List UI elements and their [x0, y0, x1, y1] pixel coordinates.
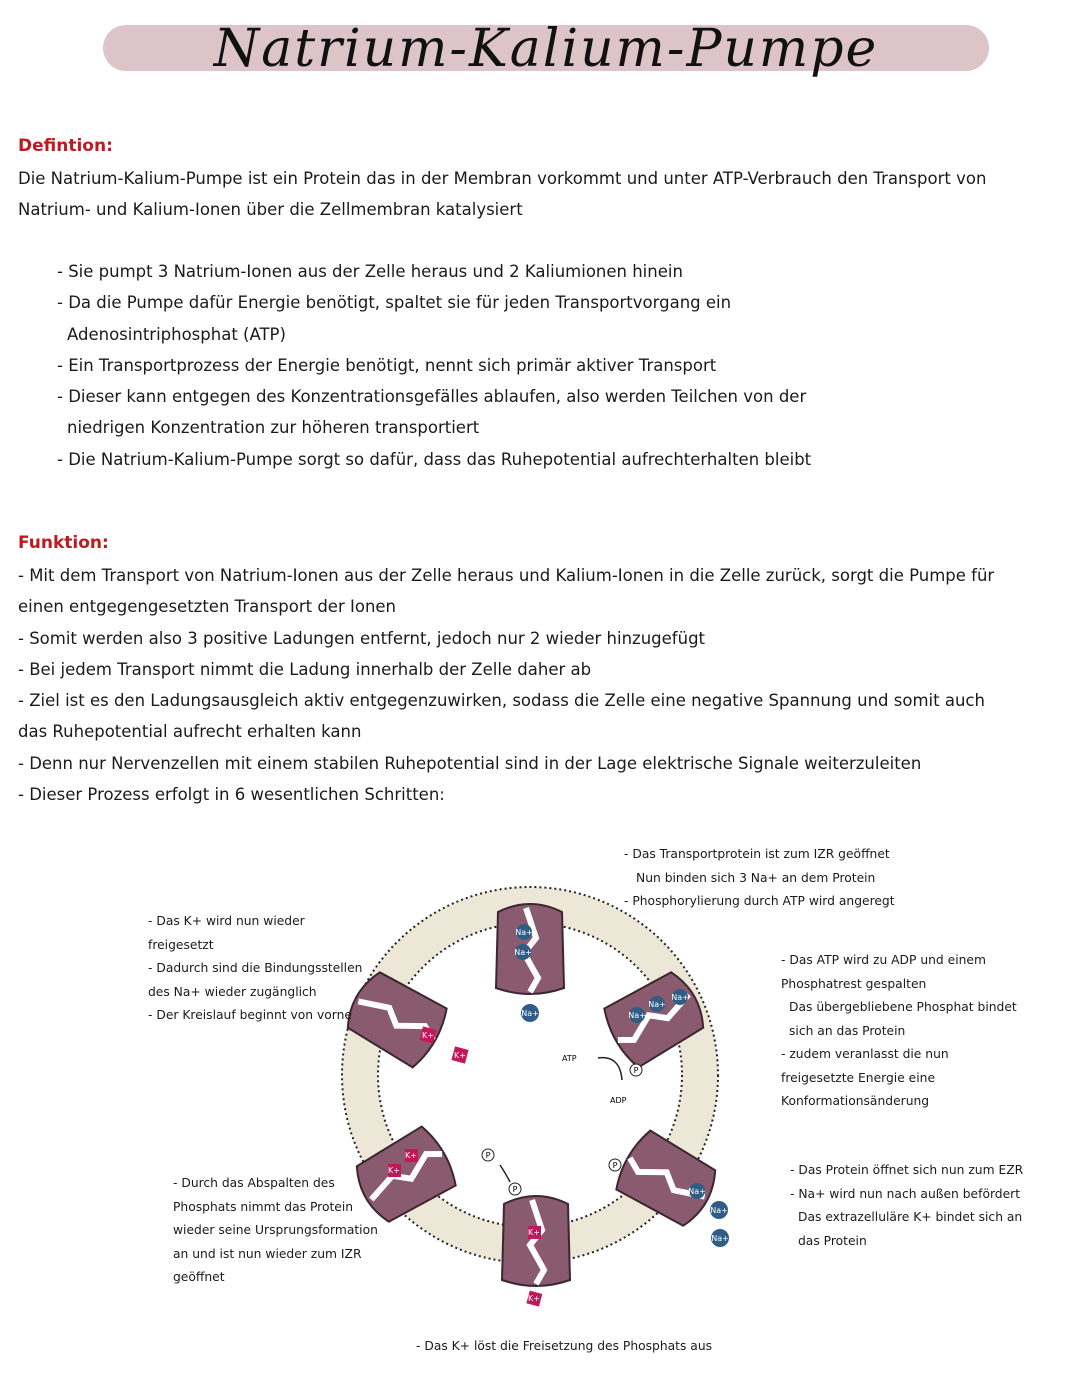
- list-item: - Da die Pumpe dafür Energie benötigt, spaltet sie für jeden Transportvorgang ein Adenosintriphosphat (ATP): [57, 293, 732, 344]
- list-item: - Die Natrium-Kalium-Pumpe sorgt so dafür, dass das Ruhepotential aufrechterhalten bleibt: [57, 449, 812, 469]
- sodium-ion: [710, 1201, 728, 1219]
- svg-text:P: P: [612, 1161, 618, 1170]
- svg-text:K+: K+: [528, 1228, 540, 1237]
- list-item: - Sie pumpt 3 Natrium-Ionen aus der Zelle heraus und 2 Kaliumionen hinein: [57, 262, 683, 281]
- svg-text:Na+: Na+: [671, 993, 689, 1002]
- list-item: - Dieser Prozess erfolgt in 6 wesentlichen Schritten:: [18, 785, 445, 805]
- svg-text:P: P: [512, 1185, 518, 1194]
- svg-text:Na+: Na+: [648, 1000, 666, 1009]
- svg-text:K+: K+: [528, 1294, 540, 1303]
- step2-note: - Das ATP wird zu ADP und einem Phosphatrest gespalten Das übergebliebene Phosphat bindet sich an das Protein - zudem veranlasst die nun freigesetzte Energie eine Konformationsänderung: [781, 953, 1017, 1108]
- potassium-ion: [528, 1226, 541, 1239]
- svg-text:Na+: Na+: [688, 1187, 706, 1196]
- svg-text:K+: K+: [388, 1166, 400, 1175]
- step5-note: - Durch das Abspalten des Phosphats nimmt das Protein wieder seine Ursprungsformation an und ist nun wieder zum IZR geöffnet: [173, 1176, 378, 1284]
- definition-text: Die Natrium-Kalium-Pumpe ist ein Protein das in der Membran vorkommt und unter ATP-Verbrauch den Transport von Natrium- und Kalium-Ionen über die Zellmembran katalysiert: [18, 169, 987, 219]
- page-title: Natrium-Kalium-Pumpe: [213, 19, 879, 79]
- atp-arrow: [598, 1058, 622, 1080]
- svg-text:P: P: [485, 1151, 491, 1160]
- svg-text:Na+: Na+: [628, 1011, 646, 1020]
- potassium-ion: [451, 1046, 468, 1063]
- svg-text:Na+: Na+: [710, 1206, 728, 1215]
- svg-text:Na+: Na+: [514, 948, 532, 957]
- adp-label: ADP: [610, 1096, 627, 1105]
- phosphate-release-arrow: [500, 1165, 510, 1182]
- sodium-ion: [711, 1229, 729, 1247]
- phosphate-group: [509, 1183, 521, 1195]
- phosphate-group: [482, 1149, 494, 1161]
- svg-text:K+: K+: [422, 1031, 434, 1040]
- atp-label: ATP: [562, 1054, 577, 1063]
- phosphate-group: [609, 1159, 621, 1171]
- step1-note: - Das Transportprotein ist zum IZR geöffnet Nun binden sich 3 Na+ an dem Protein - Phosphorylierung durch ATP wird angeregt: [624, 847, 895, 908]
- sodium-ion: [521, 1004, 539, 1022]
- svg-text:Na+: Na+: [711, 1234, 729, 1243]
- list-item: - Bei jedem Transport nimmt die Ladung innerhalb der Zelle daher ab: [18, 659, 592, 679]
- phosphate-group: [630, 1064, 642, 1076]
- list-item: - Ein Transportprozess der Energie benötigt, nennt sich primär aktiver Transport: [57, 355, 717, 375]
- svg-text:P: P: [633, 1066, 639, 1075]
- step6-note: - Das K+ wird nun wieder freigesetzt - Dadurch sind die Bindungsstellen des Na+ wieder zugänglich - Der Kreislauf beginnt von vorne: [148, 914, 363, 1022]
- potassium-ion: [405, 1149, 418, 1162]
- svg-text:K+: K+: [454, 1051, 466, 1060]
- function-heading: Funktion:: [18, 533, 109, 553]
- pump-protein-bottom: [502, 1196, 570, 1286]
- svg-text:Na+: Na+: [521, 1009, 539, 1018]
- list-item: - Mit dem Transport von Natrium-Ionen aus der Zelle heraus und Kalium-Ionen in die Zelle zurück, sorgt die Pumpe für einen entgegengesetzten Transport der Ionen: [18, 566, 995, 617]
- potassium-ion: [526, 1291, 542, 1307]
- list-item: - Somit werden also 3 positive Ladungen entfernt, jedoch nur 2 wieder hinzugefügt: [18, 628, 706, 648]
- step3-note: - Das Protein öffnet sich nun zum EZR - Na+ wird nun nach außen befördert Das extrazelluläre K+ bindet sich an das Protein: [790, 1163, 1024, 1248]
- list-item: - Ziel ist es den Ladungsausgleich aktiv entgegenzuwirken, sodass die Zelle eine negative Spannung und somit auch das Ruhepotential aufrecht erhalten kann: [18, 691, 985, 742]
- list-item: - Denn nur Nervenzellen mit einem stabilen Ruhepotential sind in der Lage elektrische Signale weiterzuleiten: [18, 753, 922, 773]
- list-item: - Dieser kann entgegen des Konzentrationsgefälles ablaufen, also werden Teilchen von der niedrigen Konzentration zur höheren transportiert: [57, 387, 807, 438]
- svg-text:Na+: Na+: [515, 928, 533, 937]
- step4-note: - Das K+ löst die Freisetzung des Phosphats aus: [416, 1339, 713, 1353]
- definition-heading: Defintion:: [18, 136, 113, 156]
- svg-text:K+: K+: [405, 1151, 417, 1160]
